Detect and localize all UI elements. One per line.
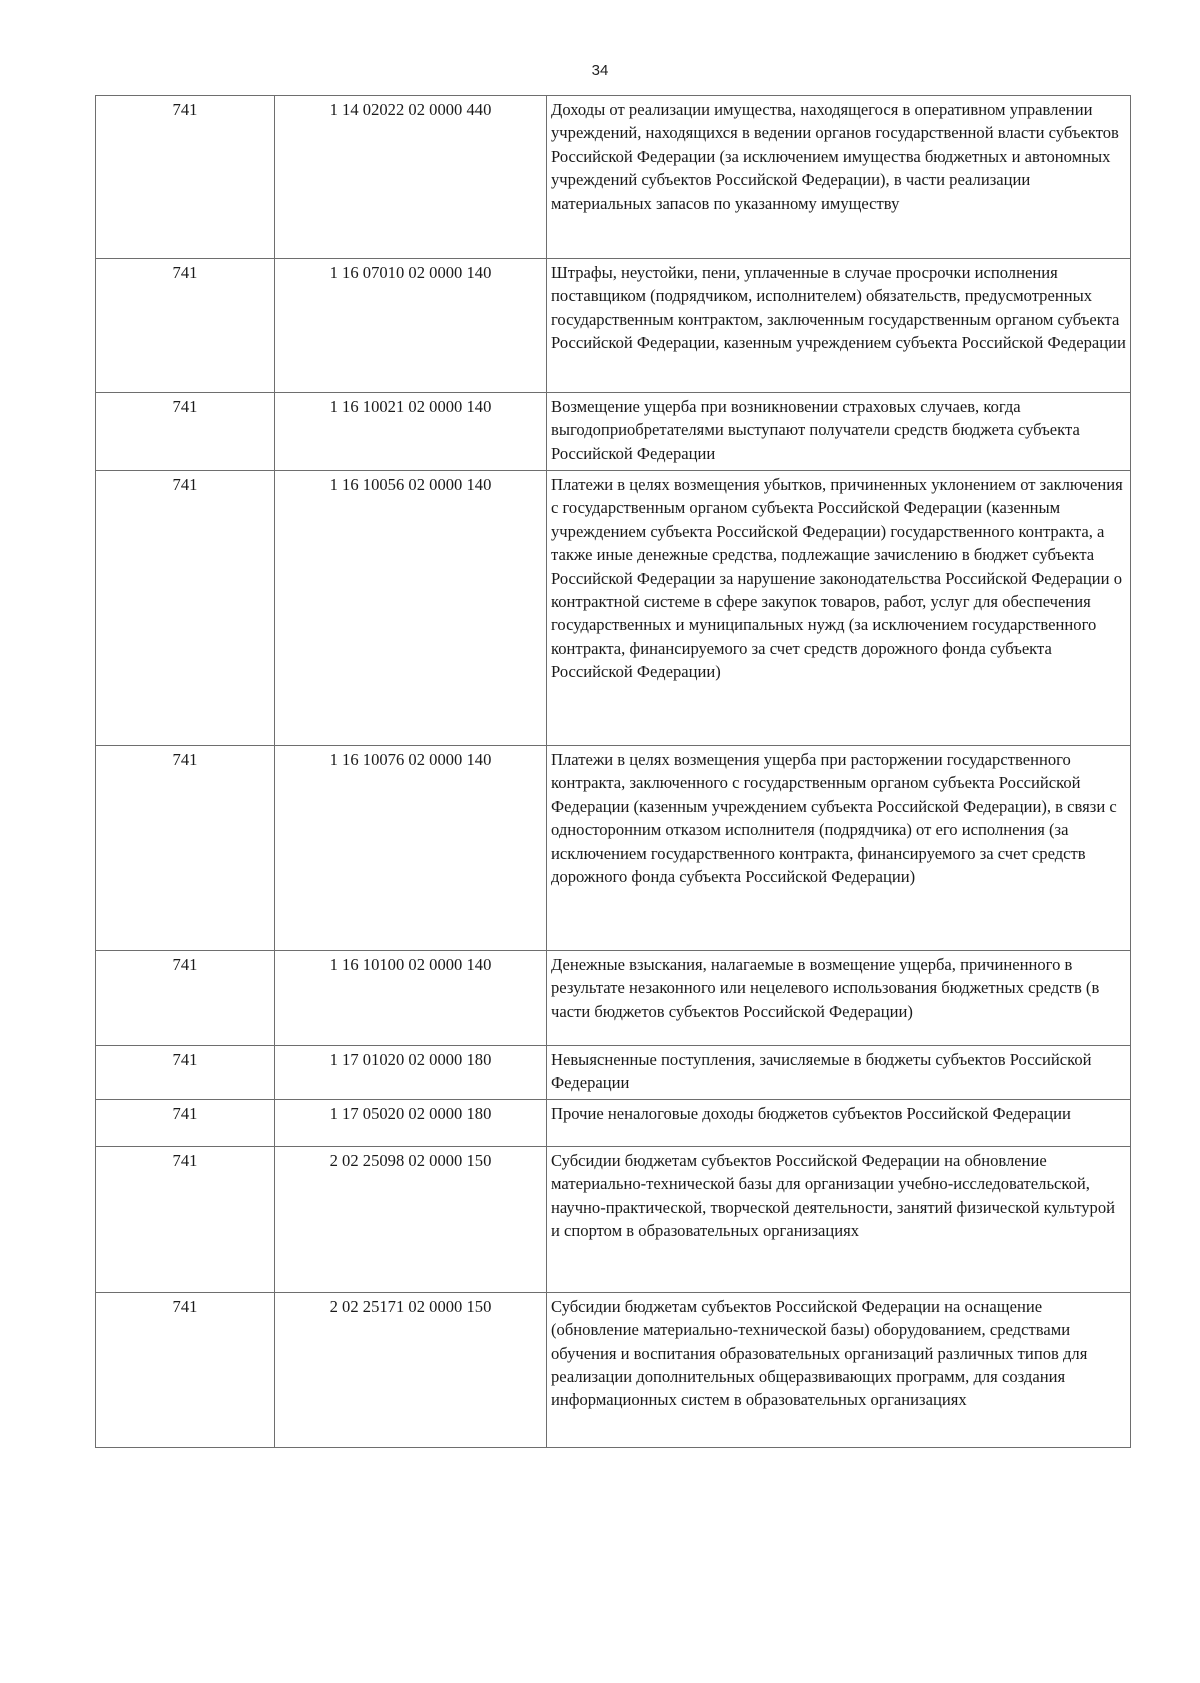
table-row [96, 96, 1131, 259]
budget-code-cell: 2 02 25098 02 0000 150 [275, 1146, 547, 1292]
admin-code-cell: 741 [96, 96, 275, 259]
budget-code-cell: 1 16 07010 02 0000 140 [275, 259, 547, 393]
income-name-cell: Платежи в целях возмещения убытков, причиненных уклонением от заключения с государственным органом субъекта Российской Федерации (казенным учреждением субъекта Российской Федерации) государственного контракта, а также иные денежные средства, подлежащие зачислению в бюджет субъекта Российской Федерации за нарушение законодательства Российской Федерации о контрактной системе в сфере закупок товаров, работ, услуг для обеспечения государственных и муниципальных нужд (за исключением государственного контракта, финансируемого за счет средств дорожного фонда субъекта Российской Федерации) [547, 471, 1131, 746]
budget-code-cell: 1 16 10076 02 0000 140 [275, 746, 547, 951]
income-name-cell: Доходы от реализации имущества, находящегося в оперативном управлении учреждений, находящихся в ведении органов государственной власти субъектов Российской Федерации (за исключением имущества бюджетных и автономных учреждений субъектов Российской Федерации), в части реализации материальных запасов по указанному имуществу [547, 96, 1131, 259]
admin-code-cell: 741 [96, 259, 275, 393]
table-row [96, 1046, 1131, 1100]
income-name-cell: Возмещение ущерба при возникновении страховых случаев, когда выгодоприобретателями выступают получатели средств бюджета субъекта Российской Федерации [547, 393, 1131, 471]
admin-code-cell: 741 [96, 746, 275, 951]
budget-codes-table [95, 95, 1131, 1448]
budget-code-cell: 1 16 10021 02 0000 140 [275, 393, 547, 471]
table-row [96, 471, 1131, 746]
budget-code-cell: 2 02 25171 02 0000 150 [275, 1292, 547, 1447]
table-row [96, 951, 1131, 1046]
income-name-cell: Субсидии бюджетам субъектов Российской Федерации на обновление материально-технической базы для организации учебно-исследовательской, научно-практической, творческой деятельности, занятий физической культурой и спортом в образовательных организациях [547, 1146, 1131, 1292]
admin-code-cell: 741 [96, 471, 275, 746]
income-name-cell: Невыясненные поступления, зачисляемые в бюджеты субъектов Российской Федерации [547, 1046, 1131, 1100]
income-name-cell: Субсидии бюджетам субъектов Российской Федерации на оснащение (обновление материально-технической базы) оборудованием, средствами обучения и воспитания образовательных организаций различных типов для реализации дополнительных общеразвивающих программ, для создания информационных систем в образовательных организациях [547, 1292, 1131, 1447]
page-number: 34 [591, 62, 609, 79]
income-name-cell: Прочие неналоговые доходы бюджетов субъектов Российской Федерации [547, 1099, 1131, 1146]
admin-code-cell: 741 [96, 1292, 275, 1447]
budget-code-cell: 1 17 01020 02 0000 180 [275, 1046, 547, 1100]
income-name-cell: Платежи в целях возмещения ущерба при расторжении государственного контракта, заключенного с государственным органом субъекта Российской Федерации (казенным учреждением субъекта Российской Федерации), в связи с односторонним отказом исполнителя (подрядчика) от его исполнения (за исключением государственного контракта, финансируемого за счет средств дорожного фонда субъекта Российской Федерации) [547, 746, 1131, 951]
income-name-cell: Штрафы, неустойки, пени, уплаченные в случае просрочки исполнения поставщиком (подрядчиком, исполнителем) обязательств, предусмотренных государственным контрактом, заключенным государственным органом субъекта Российской Федерации, казенным учреждением субъекта Российской Федерации [547, 259, 1131, 393]
admin-code-cell: 741 [96, 1099, 275, 1146]
budget-code-cell: 1 14 02022 02 0000 440 [275, 96, 547, 259]
admin-code-cell: 741 [96, 393, 275, 471]
table-row [96, 1146, 1131, 1292]
income-name-cell: Денежные взыскания, налагаемые в возмещение ущерба, причиненного в результате незаконного или нецелевого использования бюджетных средств (в части бюджетов субъектов Российской Федерации) [547, 951, 1131, 1046]
table-row [96, 1292, 1131, 1447]
budget-code-cell: 1 16 10100 02 0000 140 [275, 951, 547, 1046]
budget-code-cell: 1 17 05020 02 0000 180 [275, 1099, 547, 1146]
admin-code-cell: 741 [96, 1046, 275, 1100]
admin-code-cell: 741 [96, 1146, 275, 1292]
admin-code-cell: 741 [96, 951, 275, 1046]
table-row [96, 1099, 1131, 1146]
table-row [96, 746, 1131, 951]
budget-code-cell: 1 16 10056 02 0000 140 [275, 471, 547, 746]
table-row [96, 259, 1131, 393]
table-row [96, 393, 1131, 471]
